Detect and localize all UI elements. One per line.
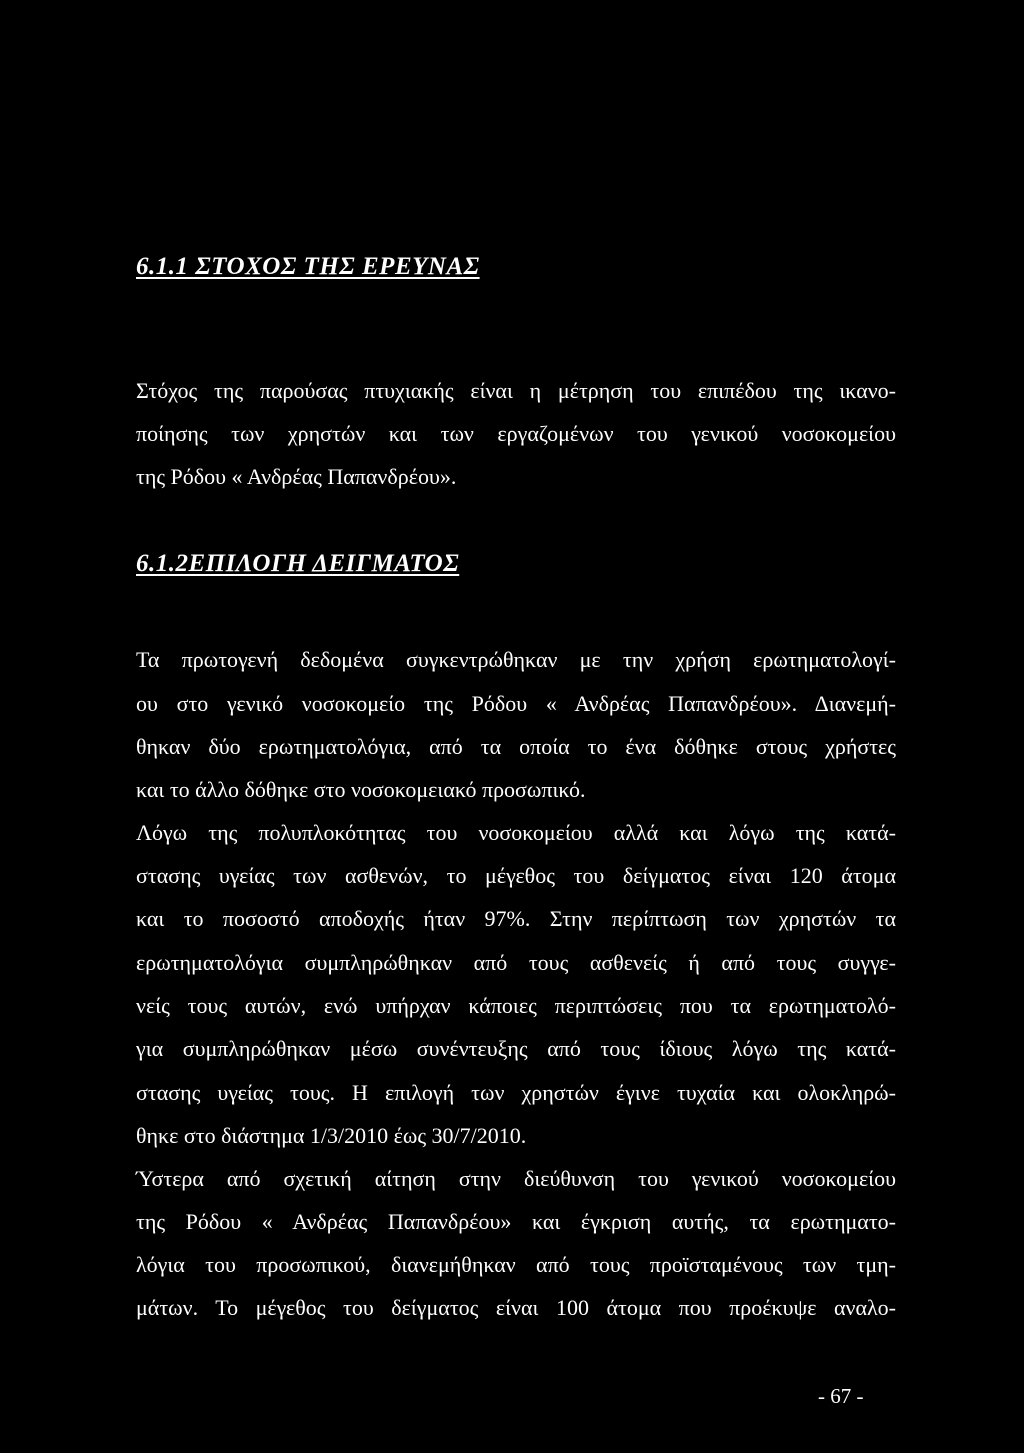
paragraph-line: ποίησης των χρηστών και των εργαζομένων του γενικού νοσοκομείου [136,421,896,446]
paragraph-line: θηκε στο διάστημα 1/3/2010 έως 30/7/2010. [136,1123,527,1148]
paragraph-line: Στόχος της παρούσας πτυχιακής είναι η μέτρηση του επιπέδου της ικανο- [136,378,896,403]
paragraph-line: λόγια του προσωπικού, διανεμήθηκαν από τους προϊσταμένους των τμη- [136,1252,896,1277]
section-heading-research-goal: 6.1.1 ΣΤΟΧΟΣ ΤΗΣ ΕΡΕΥΝΑΣ [136,253,480,280]
paragraph-line: ου στο γενικό νοσοκομείο της Ρόδου « Ανδρέας Παπανδρέου». Διανεμή- [136,691,896,716]
paragraph-line: στασης υγείας των ασθενών, το μέγεθος του δείγματος είναι 120 άτομα [136,863,896,888]
paragraph-line: θηκαν δύο ερωτηματολόγια, από τα οποία το ένα δόθηκε στους χρήστες [136,734,896,759]
page-number: - 67 - [818,1384,864,1408]
paragraph-line: για συμπληρώθηκαν μέσω συνέντευξης από τους ίδιους λόγω της κατά- [136,1036,896,1061]
paragraph-line: της Ρόδου « Ανδρέας Παπανδρέου». [136,464,457,489]
paragraph-line: Ύστερα από σχετική αίτηση στην διεύθυνση του γενικού νοσοκομείου [136,1166,896,1191]
paragraph-line: και το ποσοστό αποδοχής ήταν 97%. Στην περίπτωση των χρηστών τα [136,906,896,931]
paragraph-line: ερωτηματολόγια συμπληρώθηκαν από τους ασθενείς ή από τους συγγε- [136,950,896,975]
paragraph-line: μάτων. Το μέγεθος του δείγματος είναι 100 άτομα που προέκυψε αναλο- [136,1295,896,1320]
paragraph-line: στασης υγείας τους. Η επιλογή των χρηστών έγινε τυχαία και ολοκληρώ- [136,1080,896,1105]
paragraph-line: και το άλλο δόθηκε στο νοσοκομειακό προσωπικό. [136,777,586,802]
paragraph-line: Λόγω της πολυπλοκότητας του νοσοκομείου αλλά και λόγω της κατά- [136,820,896,845]
paragraph-line: της Ρόδου « Ανδρέας Παπανδρέου» και έγκριση αυτής, τα ερωτηματο- [136,1209,896,1234]
paragraph-line: νείς τους αυτών, ενώ υπήρχαν κάποιες περιπτώσεις που τα ερωτηματολό- [136,993,896,1018]
paragraph-line: Τα πρωτογενή δεδομένα συγκεντρώθηκαν με την χρήση ερωτηματολογί- [136,647,896,672]
section-heading-sample-selection: 6.1.2ΕΠΙΛΟΓΗ ΔΕΙΓΜΑΤΟΣ [136,550,460,577]
